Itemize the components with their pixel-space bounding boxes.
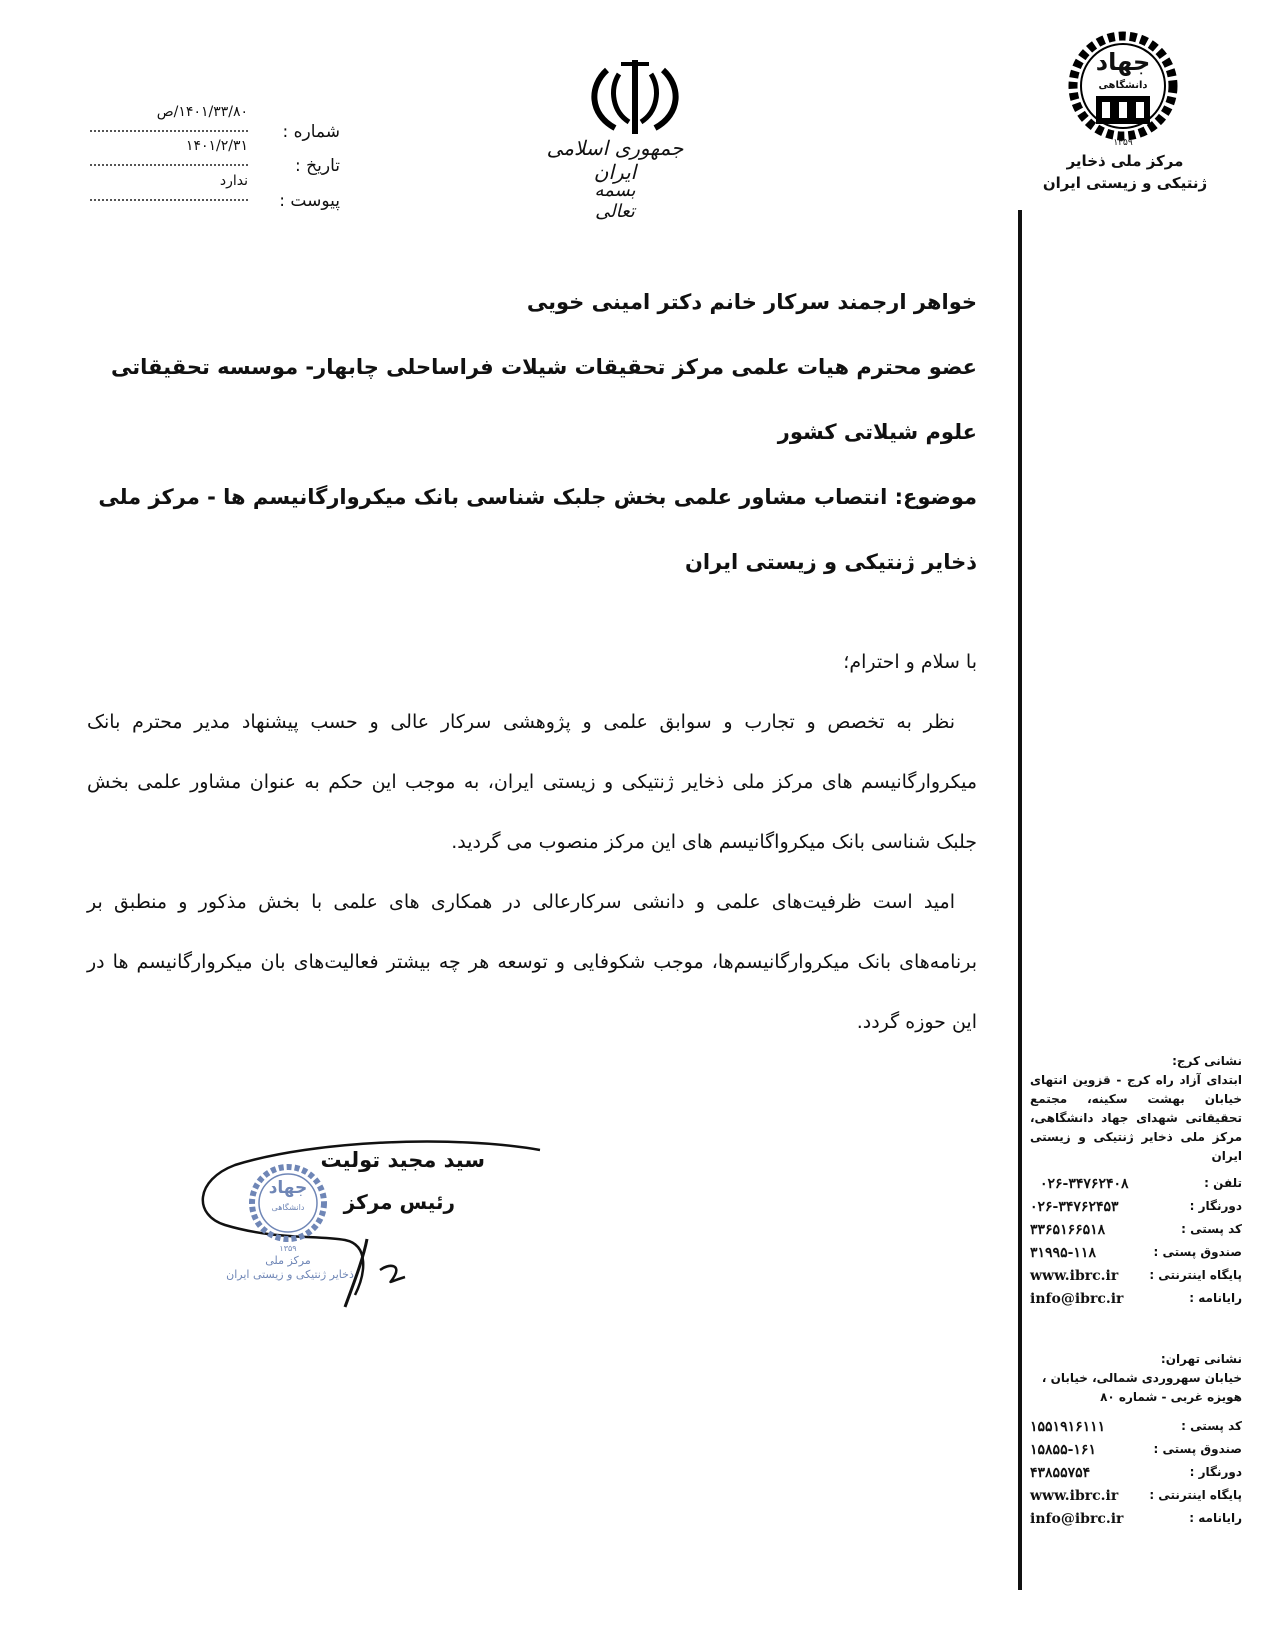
karaj-website-link[interactable]: www.ibrc.ir <box>1030 1268 1119 1284</box>
karaj-po-box-value: ۳۱۹۹۵-۱۱۸ <box>1030 1245 1096 1261</box>
tehran-address: خیابان سهروردی شمالی، خیابان ، هویزه غربی - شماره ۸۰ <box>1041 1371 1242 1404</box>
national-emblem-icon <box>585 58 685 142</box>
tehran-fax-value: ۴۳۸۵۵۷۵۴ <box>1030 1465 1091 1481</box>
tehran-po-box-row <box>1030 1442 1242 1465</box>
logo-wordmark: جهاد <box>1095 48 1151 76</box>
tehran-email-row <box>1030 1511 1242 1534</box>
paragraph-2: امید است ظرفیت‌های علمی و دانشی سرکارعالی در همکاری های علمی با بخش مذکور و منطبق بر برنامه‌های بانک میکروارگانیسم‌ها، موجب شکوفایی و توسعه هر چه بیشتر فعالیت‌های بان میکروارگانیسم ها در این حوزه گردد. <box>87 891 977 1033</box>
stamp-sub: دانشگاهی <box>271 1203 305 1212</box>
attachment-row <box>90 173 340 219</box>
logo-caption-line2: ژنتیکی و زیستی ایران <box>1042 174 1208 192</box>
karaj-email-link[interactable]: info@ibrc.ir <box>1030 1291 1124 1307</box>
karaj-website-row <box>1030 1268 1242 1291</box>
paragraph-1: نظر به تخصص و تجارب و سوابق علمی و پژوهشی سرکار عالی و حسب پیشنهاد مدیر محترم بانک میکروارگانیسم های مرکز ملی ذخایر ژنتیکی و زیستی ایران، به موجب این حکم به عنوان مشاور علمی بخش جلبک شناسی بانک میکرواگانیسم های این مرکز منصوب می گردید. <box>87 711 977 853</box>
number-value: ۱۴۰۱/۳۳/۸۰/ص <box>156 104 248 120</box>
karaj-fax-value: ۰۲۶-۳۴۷۶۲۴۵۳ <box>1030 1199 1119 1215</box>
karaj-po-box-row <box>1030 1245 1242 1268</box>
stamp-wordmark: جهاد <box>268 1178 308 1198</box>
state-name: جمهوری اسلامی ایران <box>546 136 684 184</box>
logo-sub: دانشگاهی <box>1098 80 1148 91</box>
karaj-website-label: پایگاه اینترنتی : <box>1149 1268 1242 1282</box>
tehran-postal-code-row <box>1030 1419 1242 1442</box>
stamp-center: مرکز ملی <box>265 1254 311 1267</box>
stamp-year: ۱۳۵۹ <box>279 1244 297 1253</box>
karaj-fax-row <box>1030 1199 1242 1222</box>
recipient-affiliation: عضو محترم هیات علمی مرکز تحقیقات شیلات فراساحلی چابهار- موسسه تحقیقاتی علوم شیلاتی کشور <box>111 355 977 444</box>
karaj-postal-code-value: ۳۳۶۵۱۶۶۵۱۸ <box>1030 1222 1106 1238</box>
number-label: شماره : <box>282 122 340 142</box>
date-dotted-line <box>90 164 248 166</box>
letter-content <box>87 632 977 1052</box>
bismillah: بسمه تعالی <box>594 180 636 222</box>
karaj-fax-label: دورنگار : <box>1189 1199 1242 1213</box>
tehran-website-label: پایگاه اینترنتی : <box>1149 1488 1242 1502</box>
tehran-po-box-label: صندوق پستی : <box>1153 1442 1242 1456</box>
tehran-title: نشانی تهران: <box>1160 1352 1242 1366</box>
logo-caption-line1: مرکز ملی ذخایر <box>1066 152 1184 170</box>
karaj-postal-code-row <box>1030 1222 1242 1245</box>
logo-caption <box>1040 150 1210 194</box>
date-label: تاریخ : <box>295 156 340 176</box>
tehran-email-link[interactable]: info@ibrc.ir <box>1030 1511 1124 1527</box>
attachment-label: پیوست : <box>279 191 340 211</box>
date-value: ۱۴۰۱/۲/۳۱ <box>185 138 248 154</box>
karaj-phone-row <box>1030 1176 1242 1199</box>
attachment-value: ندارد <box>219 173 248 189</box>
tehran-website-row <box>1030 1488 1242 1511</box>
tehran-postal-code-value: ۱۵۵۱۹۱۶۱۱۱ <box>1030 1419 1106 1435</box>
recipient-name: خواهر ارجمند سرکار خانم دکتر امینی خویی <box>526 290 977 314</box>
signer-title: رئیس مرکز <box>343 1190 455 1214</box>
vertical-divider <box>1018 210 1022 1590</box>
karaj-contact <box>1030 1052 1242 1314</box>
karaj-po-box-label: صندوق پستی : <box>1153 1245 1242 1259</box>
signer-name: سید مجید تولیت <box>320 1148 485 1172</box>
karaj-email-label: رایانامه : <box>1189 1291 1242 1305</box>
karaj-address: ابتدای آزاد راه کرج - قزوین انتهای خیابان بهشت سکینه، مجتمع تحقیقاتی شهدای جهاد دانشگاهی، مرکز ملی ذخایر ژنتیکی و زیستی ایران <box>1030 1073 1242 1163</box>
greeting: با سلام و احترام؛ <box>843 651 977 673</box>
stamp-fullname: ذخایر ژنتیکی و زیستی ایران <box>226 1268 354 1281</box>
tehran-postal-code-label: کد پستی : <box>1181 1419 1242 1433</box>
tehran-fax-label: دورنگار : <box>1189 1465 1242 1479</box>
tehran-email-label: رایانامه : <box>1189 1511 1242 1525</box>
attachment-dotted-line <box>90 199 248 201</box>
karaj-email-row <box>1030 1291 1242 1314</box>
letter-body <box>87 270 977 595</box>
date-row <box>90 138 340 184</box>
logo-year: ۱۳۵۹ <box>1113 138 1133 148</box>
tehran-po-box-value: ۱۵۸۵۵-۱۶۱ <box>1030 1442 1096 1458</box>
karaj-title: نشانی کرج: <box>1172 1054 1242 1068</box>
karaj-postal-code-label: کد پستی : <box>1181 1222 1242 1236</box>
karaj-phone-label: تلفن : <box>1204 1176 1242 1190</box>
number-dotted-line <box>90 130 248 132</box>
tehran-contact <box>1030 1350 1242 1534</box>
tehran-website-link[interactable]: www.ibrc.ir <box>1030 1488 1119 1504</box>
tehran-fax-row <box>1030 1465 1242 1488</box>
karaj-phone-value: ۰۲۶-۳۴۷۶۲۴۰۸ <box>1040 1176 1129 1192</box>
subject-line: موضوع: انتصاب مشاور علمی بخش جلبک شناسی بانک میکروارگانیسم ها - مرکز ملی ذخایر ژنتیکی و زیستی ایران <box>98 485 977 574</box>
